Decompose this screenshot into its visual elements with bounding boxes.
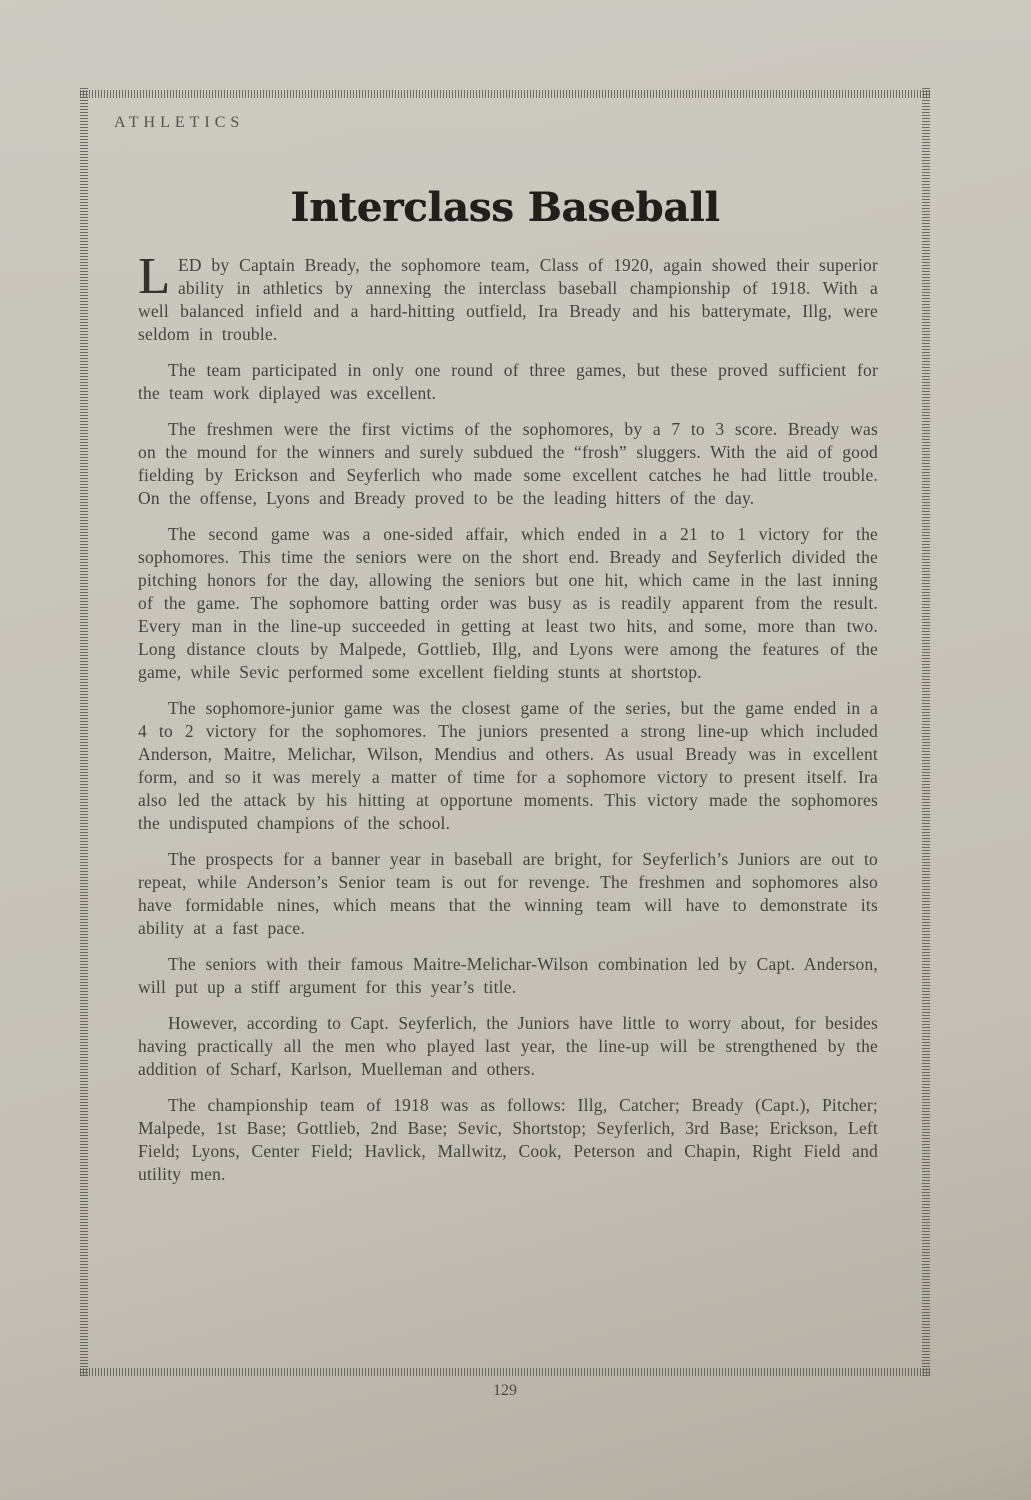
paragraph: The seniors with their famous Maitre-Melichar-Wilson combination led by Capt. Anderson, will put up a stiff argument for this year’s title. [138,954,878,997]
paragraph: The team participated in only one round of three games, but these proved sufficient for the team work diplayed was excellent. [138,360,878,403]
page-title: Interclass Baseball [290,184,720,231]
paragraph-text: ED by Captain Bready, the sophomore team, Class of 1920, again showed their superior ability in athletics by annexing the interclass baseball championship of 1918. With a well balanced infield and a hard-hitting outfield, Ira Bready and his batterymate, Illg, were seldom in trouble. [138,255,878,344]
ornamental-border-top [80,90,930,98]
paragraph: The sophomore-junior game was the closest game of the series, but the game ended in a 4 to 2 victory for the sophomores. The juniors presented a strong line-up which included Anderson, Maitre, Melichar, Wilson, Mendius and others. As usual Bready was in excellent form, and so it was merely a matter of time for a sophomore victory to present itself. Ira also led the attack by his hitting at opportune moments. This victory made the sophomores the undisputed champions of the school. [138,698,878,833]
ornamental-border-left [80,88,88,1376]
paragraph: The second game was a one-sided affair, which ended in a 21 to 1 victory for the sophomores. This time the seniors were on the short end. Bready and Seyferlich divided the pitching honors for the day, allowing the seniors but one hit, which came in the last inning of the game. The sophomore batting order was busy as is readily apparent from the result. Every man in the line-up succeeded in getting at least two hits, and some, more than two. Long distance clouts by Malpede, Gottlieb, Illg, and Lyons were among the features of the game, while Sevic performed some excellent fielding stunts at shortstop. [138,524,878,682]
paragraph: The freshmen were the first victims of the sophomores, by a 7 to 3 score. Bready was on the mound for the winners and surely subdued the “frosh” sluggers. With the aid of good fielding by Erickson and Seyferlich who made some excellent catches he had little trouble. On the offense, Lyons and Bready proved to be the leading hitters of the day. [138,419,878,508]
ornamental-border-bottom [80,1368,930,1376]
drop-cap: L [138,248,170,305]
paragraph: The championship team of 1918 was as follows: Illg, Catcher; Bready (Capt.), Pitcher; Malpede, 1st Base; Gottlieb, 2nd Base; Sevic, Shortstop; Seyferlich, 3rd Base; Erickson, Left Field; Lyons, Center Field; Havlick, Mallwitz, Cook, Peterson and Chapin, Right Field and utility men. [138,1095,878,1184]
article-body [138,248,878,1186]
paragraph [138,248,878,346]
page-number: 129 [493,1382,517,1399]
paragraph: The prospects for a banner year in baseball are bright, for Seyferlich’s Juniors are out to repeat, while Anderson’s Senior team is out for revenge. The freshmen and sophomores also have formidable nines, which means that the winning team will have to demonstrate its ability at a fast pace. [138,849,878,938]
ornamental-border-right [922,88,930,1376]
paragraph: However, according to Capt. Seyferlich, the Juniors have little to worry about, for besides having practically all the men who played last year, the line-up will be strengthened by the addition of Scharf, Karlson, Muelleman and others. [138,1013,878,1079]
running-header: ATHLETICS [114,114,245,131]
